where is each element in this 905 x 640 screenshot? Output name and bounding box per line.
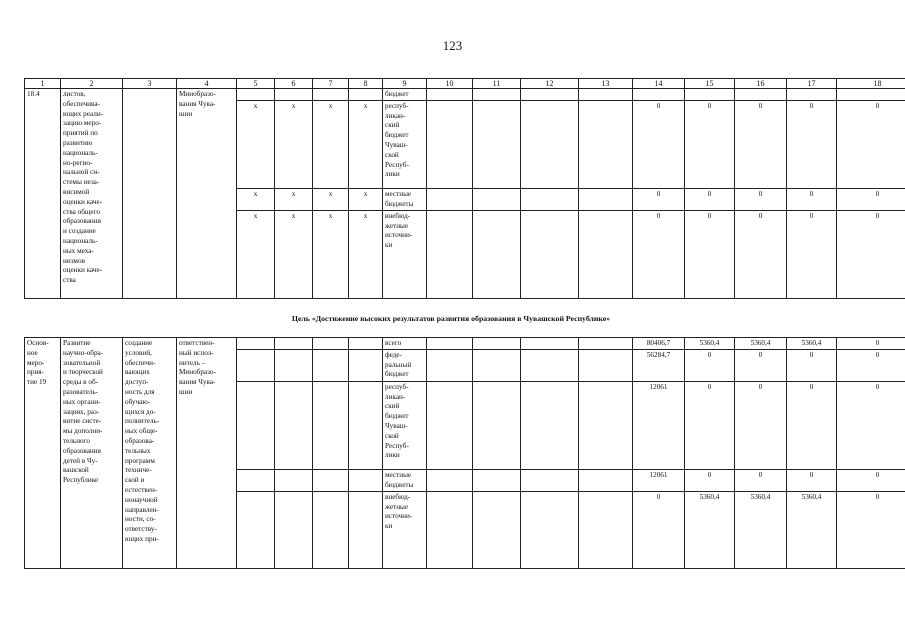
row-number: 18.4	[25, 89, 61, 299]
funding-source: внебюд- жетные источни- ки	[383, 491, 427, 568]
col-header: 3	[123, 79, 177, 89]
col-header: 10	[427, 79, 473, 89]
cell	[427, 188, 473, 210]
cell	[427, 469, 473, 491]
cell	[275, 349, 313, 381]
cell: 5360,4	[735, 338, 787, 350]
row-number: Основ- ное меро- прия- тие 19	[25, 338, 61, 569]
cell	[521, 381, 579, 469]
cell	[237, 338, 275, 350]
cell	[579, 349, 633, 381]
cell	[427, 381, 473, 469]
cell	[579, 381, 633, 469]
cell	[349, 338, 383, 350]
cell	[837, 89, 905, 101]
col-header: 18	[837, 79, 905, 89]
cell: 0	[787, 188, 837, 210]
col-header: 14	[633, 79, 685, 89]
cell: 0	[837, 100, 905, 188]
cell	[237, 491, 275, 568]
cell	[349, 491, 383, 568]
cell: 0	[837, 469, 905, 491]
cell	[237, 381, 275, 469]
table-section-bottom	[24, 337, 905, 569]
cell: 0	[837, 188, 905, 210]
cell: 0	[787, 100, 837, 188]
goal-cell: создание условий, обеспечи- вающих доступ- ность для обучаю- щихся до- полнитель- ных обще- образова- тельных программ техниче- ской и естествен- нонаучной направлен- ности, со- ответству- ющих при-	[123, 338, 177, 569]
cell: x	[313, 188, 349, 210]
cell: 0	[633, 210, 685, 298]
cell	[685, 89, 735, 101]
col-header: 15	[685, 79, 735, 89]
cell: 12061	[633, 469, 685, 491]
cell	[473, 491, 521, 568]
cell	[579, 89, 633, 101]
cell	[349, 89, 383, 101]
cell	[473, 349, 521, 381]
cell: x	[313, 210, 349, 298]
cell: 0	[735, 210, 787, 298]
goal-cell	[123, 89, 177, 299]
cell	[579, 188, 633, 210]
funding-source: бюджет	[383, 89, 427, 101]
funding-source: респуб- ликан- ский бюджет Чуваш- ской Респуб- лики	[383, 381, 427, 469]
cell	[427, 210, 473, 298]
cell: 0	[685, 469, 735, 491]
cell	[275, 381, 313, 469]
col-header: 8	[349, 79, 383, 89]
event-name: листов, обеспечива- ющих реали- зацию меро- приятий по развитию националь- но-регио- нальной си- стемы неза- висимой оценки каче- ства общего образования и создание националь- ных меха- низмов оценки каче- ства	[61, 89, 123, 299]
cell: 0	[685, 188, 735, 210]
cell	[275, 89, 313, 101]
cell	[473, 188, 521, 210]
cell: x	[275, 188, 313, 210]
cell: 5360,4	[685, 491, 735, 568]
cell: 0	[787, 381, 837, 469]
cell: 56284,7	[633, 349, 685, 381]
cell: 0	[685, 100, 735, 188]
cell: 0	[685, 210, 735, 298]
column-number-row	[25, 79, 905, 89]
cell: 0	[787, 469, 837, 491]
goal-heading: Цель «Достижение высоких результатов развития образования в Чувашской Республике»	[291, 314, 611, 323]
table-row	[25, 338, 905, 350]
cell	[521, 100, 579, 188]
cell	[237, 469, 275, 491]
col-header: 4	[177, 79, 237, 89]
executor-cell: ответствен- ный испол- нитель – Минобразо- вания Чува- шии	[177, 338, 237, 569]
cell: x	[313, 100, 349, 188]
cell	[473, 338, 521, 350]
cell	[349, 381, 383, 469]
cell	[275, 338, 313, 350]
cell	[579, 338, 633, 350]
cell: 5360,4	[787, 491, 837, 568]
col-header: 2	[61, 79, 123, 89]
cell	[521, 491, 579, 568]
cell: 0	[837, 338, 905, 350]
cell	[735, 89, 787, 101]
cell	[521, 188, 579, 210]
col-header: 9	[383, 79, 427, 89]
cell: 0	[735, 381, 787, 469]
col-header: 11	[473, 79, 521, 89]
col-header: 17	[787, 79, 837, 89]
cell	[427, 491, 473, 568]
cell	[349, 469, 383, 491]
cell	[237, 349, 275, 381]
cell: 0	[735, 188, 787, 210]
cell	[427, 349, 473, 381]
col-header: 1	[25, 79, 61, 89]
cell	[473, 381, 521, 469]
cell	[349, 349, 383, 381]
table-section-top	[24, 78, 905, 299]
cell	[521, 89, 579, 101]
cell: 0	[685, 381, 735, 469]
cell	[427, 89, 473, 101]
cell: x	[237, 100, 275, 188]
cell	[427, 338, 473, 350]
cell: x	[275, 210, 313, 298]
cell	[521, 338, 579, 350]
cell: 0	[685, 349, 735, 381]
cell: 0	[735, 349, 787, 381]
cell	[579, 100, 633, 188]
funding-source: внебюд- жетные источни- ки	[383, 210, 427, 298]
funding-source: всего	[383, 338, 427, 350]
cell: x	[237, 210, 275, 298]
cell: 0	[633, 491, 685, 568]
col-header: 13	[579, 79, 633, 89]
cell: 0	[735, 100, 787, 188]
cell	[313, 469, 349, 491]
col-header: 6	[275, 79, 313, 89]
cell: 0	[787, 349, 837, 381]
cell	[473, 469, 521, 491]
cell	[579, 491, 633, 568]
cell: 80406,7	[633, 338, 685, 350]
cell: 0	[837, 491, 905, 568]
cell	[579, 210, 633, 298]
cell	[237, 89, 275, 101]
cell: 0	[837, 210, 905, 298]
event-name: Развитие научно-обра- зовательной и творческой среды в об- разователь- ных органи- зациях, раз- витие систе- мы дополни- тельного образования детей в Чу- вашской Республике	[61, 338, 123, 569]
col-header: 16	[735, 79, 787, 89]
cell	[633, 89, 685, 101]
cell: 0	[837, 349, 905, 381]
col-header: 5	[237, 79, 275, 89]
cell	[313, 491, 349, 568]
cell: 12061	[633, 381, 685, 469]
cell: 5360,4	[787, 338, 837, 350]
cell	[579, 469, 633, 491]
cell: 0	[735, 469, 787, 491]
page-number: 123	[442, 38, 463, 53]
cell: x	[349, 188, 383, 210]
cell: 0	[633, 100, 685, 188]
table-row	[25, 89, 905, 101]
funding-source: респуб- ликан- ский бюджет Чуваш- ской Респуб- лики	[383, 100, 427, 188]
cell: x	[275, 100, 313, 188]
cell: 0	[633, 188, 685, 210]
cell: 0	[837, 381, 905, 469]
cell	[521, 469, 579, 491]
col-header: 7	[313, 79, 349, 89]
cell: x	[349, 210, 383, 298]
col-header: 12	[521, 79, 579, 89]
cell	[473, 210, 521, 298]
cell	[521, 349, 579, 381]
funding-source: феде- ральный бюджет	[383, 349, 427, 381]
cell: 5360,4	[735, 491, 787, 568]
executor-cell: Минобразо- вания Чува- шии	[177, 89, 237, 299]
cell	[313, 381, 349, 469]
cell	[275, 469, 313, 491]
cell	[313, 89, 349, 101]
cell	[521, 210, 579, 298]
cell: 0	[787, 210, 837, 298]
cell	[787, 89, 837, 101]
cell	[313, 338, 349, 350]
cell	[473, 89, 521, 101]
cell	[313, 349, 349, 381]
cell	[427, 100, 473, 188]
cell	[275, 491, 313, 568]
cell: x	[237, 188, 275, 210]
funding-source: местные бюджеты	[383, 188, 427, 210]
cell: x	[349, 100, 383, 188]
funding-source: местные бюджеты	[383, 469, 427, 491]
cell: 5360,4	[685, 338, 735, 350]
cell	[473, 100, 521, 188]
